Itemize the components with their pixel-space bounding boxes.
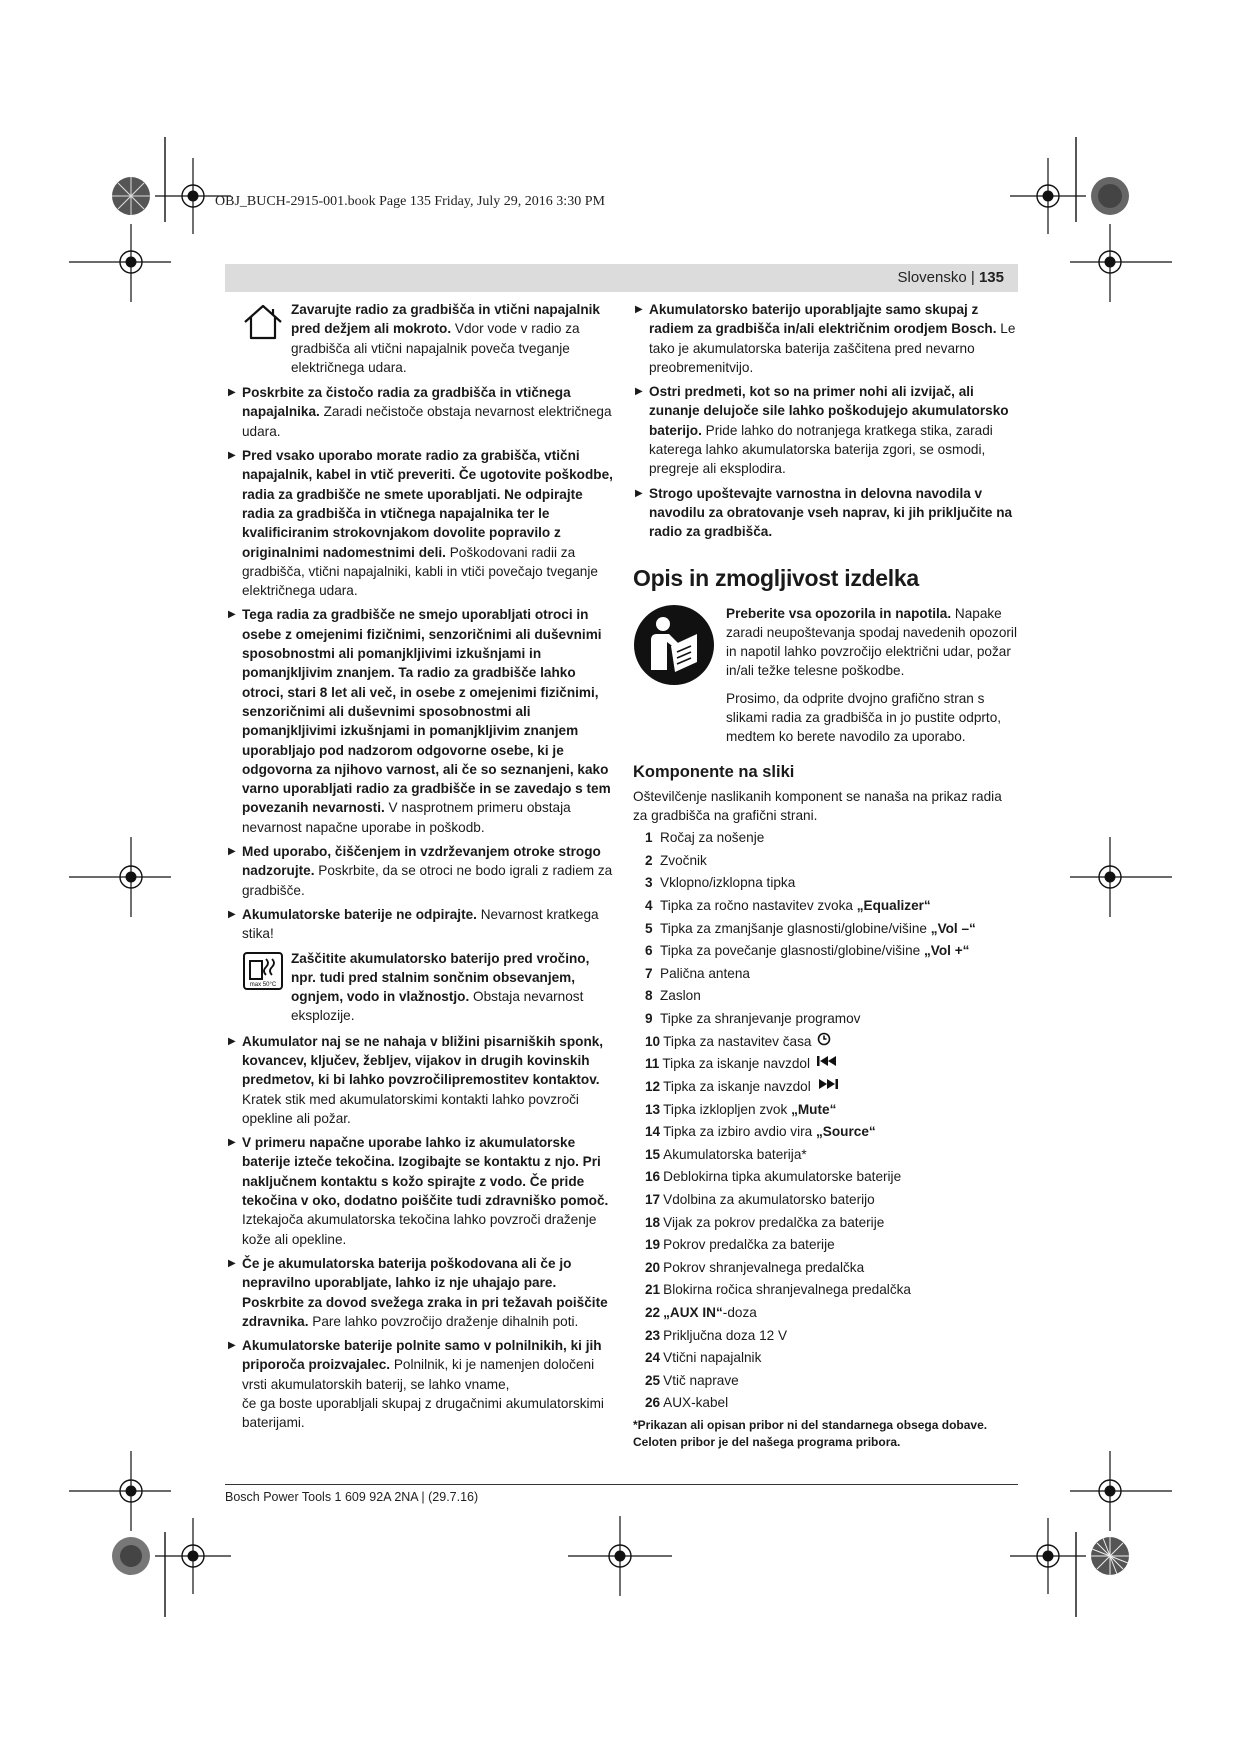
- component-number: 13: [645, 1101, 661, 1117]
- component-item: [645, 895, 1018, 918]
- component-label: Palična antena: [660, 965, 750, 981]
- component-label: Vtični napajalnik: [663, 1350, 762, 1366]
- component-label: Tipka za povečanje glasnosti/globine/višine: [660, 943, 924, 959]
- section-title: Opis in zmogljivost izdelka: [633, 564, 919, 591]
- page-footer: Bosch Power Tools 1 609 92A 2NA | (29.7.16): [225, 1490, 479, 1504]
- bullet-bold: Pred vsako uporabo morate radio za grabišča, vtični napajalnik, kabel in vtič preveriti. Če ugotovite poškodbe, radia za gradbišče ne smete uporabljati. Ne odpirajte radia za gradbišča in vtičnega napajalnika ter le kvalificiranim strokovnjakom dovolite popravilo z originalnimi nadomestnimi deli.: [242, 448, 613, 560]
- bullet-triangle-icon: ▶: [635, 386, 643, 398]
- heat-warning-bold: Zaščitite akumulatorsko baterijo pred vročino, npr. tudi pred stalnim sončnim obsevanjem, ognjem, vodo in vlažnostjo.: [291, 950, 590, 1005]
- house-warning-text: Vdor vode v radio za gradbišča ali vtični napajalnik poveča tveganje električnega udara.: [291, 321, 580, 375]
- safety-bullet: [228, 1133, 614, 1249]
- component-item: [645, 1392, 1018, 1415]
- bullet-bold: Akumulatorsko baterijo uporabljajte samo skupaj z radiem za gradbišča in/ali električnim orodjem Bosch.: [649, 302, 997, 337]
- component-item: [645, 1099, 1018, 1122]
- bullet-text: Polnilnik, ki je namenjen določeni vrsti akumulatorskih baterij, se lahko vname,: [242, 1357, 595, 1392]
- component-label: Pokrov shranjevalnega predalčka: [663, 1259, 865, 1275]
- safety-bullet: [228, 1254, 614, 1331]
- component-label-bold: „Mute“: [791, 1101, 837, 1117]
- component-item: [645, 1189, 1018, 1212]
- bullet-bold: Med uporabo, čiščenjem in vzdrževanjem otroke strogo nadzorujte.: [242, 844, 601, 879]
- registration-target: [1070, 1451, 1172, 1531]
- component-label: Tipka za izbiro avdio vira: [663, 1124, 816, 1140]
- bullet-text: Poškodovani radii za gradbišča, vtični napajalniki, kabli in vtiči povečajo tveganje električnega udara.: [242, 544, 598, 599]
- bullet-bold: V primeru napačne uporabe lahko iz akumulatorske baterije izteče tekočina. Izogibajte se kontaktu z njo. Pri naključnem kontaktu s kožo spirajte z vodo. Če pride tekočina v oko, dodatno poiščite tudi zdravniško pomoč.: [242, 1135, 609, 1209]
- read-warning-bold: Preberite vsa opozorila in napotila.: [726, 605, 952, 621]
- component-item: [645, 1144, 1018, 1167]
- component-number: 8: [645, 988, 653, 1004]
- safety-bullet: [228, 905, 614, 944]
- calibration-dial: [112, 177, 150, 215]
- component-label-bold: „Vol +“: [923, 943, 970, 959]
- component-label: Tipka za iskanje navzdol: [662, 1056, 810, 1072]
- component-number: 19: [645, 1237, 661, 1253]
- bullet-triangle-icon: ▶: [228, 1257, 236, 1269]
- bullet-triangle-icon: ▶: [635, 304, 643, 315]
- registration-target: [69, 837, 171, 917]
- bullet-bold: Tega radia za gradbišče ne smejo uporabljati otroci in osebe z omejenimi fizičnimi, senzoričnimi ali duševnimi sposobnostmi ali pomanjkljivimi izkušnjami in pomanjkljivim znanjem. Ta radio za gradbišče lahko otroci, stari 8 let ali več, in osebe z omejenimi fizičnimi, senzoričnimi ali duševnimi sposobnostmi ali pomanjkljivimi izkušnjami in pomanjkljivim znanjem uporabljajo pod nadzorom odgovorne osebe, ki je odgovorna za njihovo varnost, ali če so seznanjeni, kako varno uporabljati radio za gradbišče in se zavedajo s tem povezanih nevarnosti.: [242, 607, 611, 816]
- component-item: [645, 1302, 1018, 1325]
- component-number: 11: [645, 1056, 660, 1072]
- component-label: Deblokirna tipka akumulatorske baterije: [663, 1169, 902, 1185]
- calibration-dial: [1091, 1537, 1129, 1575]
- bullet-bold: Akumulatorske baterije polnite samo v polnilnikih, ki jih priporoča proizvajalec.: [242, 1338, 602, 1373]
- header-page-number: 135: [978, 269, 1004, 286]
- bullet-triangle-icon: ▶: [228, 1137, 236, 1149]
- component-label-bold: „Source“: [816, 1124, 876, 1140]
- component-number: 2: [645, 852, 653, 868]
- bullet-triangle-icon: ▶: [228, 609, 236, 621]
- bullet-triangle-icon: ▶: [635, 487, 643, 499]
- bullet-text: Pride lahko do notranjega kratkega stika, zaradi katerega lahko akumulatorska baterija zgori, se osmodi, pregreje ali eksplodira.: [649, 422, 993, 477]
- bullet-text: Zaradi nečistoče obstaja nevarnost električnega udara.: [242, 404, 612, 439]
- bullet-text: če ga boste uporabljali skupaj z drugačnimi akumulatorskimi baterijami.: [242, 1396, 604, 1431]
- bullet-text: Pare lahko povzročijo draženje dihalnih poti.: [308, 1313, 579, 1329]
- read-warning-text: Napake zaradi neupoštevanja spodaj navedenih opozoril in napotil lahko povzročijo električni udar, požar in/ali težke telesne poškodbe.: [726, 605, 1017, 679]
- registration-target: [1070, 224, 1172, 302]
- registration-target: [155, 1518, 231, 1594]
- safety-bullet: [228, 605, 614, 837]
- component-number: 18: [645, 1214, 661, 1230]
- skip-forward-icon: [817, 1076, 839, 1099]
- bullet-text: Le tako je akumulatorska baterija zaščitena pred nevarno preobremenitvijo.: [649, 321, 1016, 375]
- left-column: [228, 300, 614, 1438]
- component-item: [645, 850, 1018, 873]
- registration-target: [1010, 1518, 1086, 1594]
- file-header: OBJ_BUCH-2915-001.book Page 135 Friday, July 29, 2016 3:30 PM: [215, 194, 605, 209]
- component-label: Vdolbina za akumulatorsko baterijo: [663, 1192, 875, 1208]
- component-label: Tipke za shranjevanje programov: [660, 1010, 861, 1026]
- component-item: [645, 1031, 1018, 1054]
- component-number: 5: [645, 920, 653, 936]
- component-item: [645, 1212, 1018, 1235]
- component-item: [645, 1279, 1018, 1302]
- skip-back-icon: [816, 1053, 838, 1076]
- component-item: [645, 1121, 1018, 1144]
- safety-bullet: [228, 446, 614, 600]
- battery-heat-icon: [242, 951, 284, 991]
- read-note: Prosimo, da odprite dvojno grafično stran s slikami radia za gradbišča in jo pustite odprto, medtem ko berete navodilo za uporabo.: [726, 690, 1002, 745]
- bullet-bold: Če je akumulatorska baterija poškodovana ali če jo nepravilno uporabljate, lahko iz nje uhajajo pare. Poskrbite za dovod svežega zraka in pri težavah poiščite zdravnika.: [242, 1255, 608, 1329]
- component-number: 16: [645, 1169, 661, 1185]
- safety-bullet: [228, 1336, 614, 1432]
- component-number: 12: [645, 1078, 661, 1094]
- safety-bullet: [635, 300, 1018, 377]
- heat-warning-block: [242, 949, 614, 1026]
- page-header-bar: [225, 264, 1018, 292]
- component-item: [645, 1257, 1018, 1280]
- component-item: [645, 963, 1018, 986]
- component-label-bold: „AUX IN“: [663, 1305, 723, 1321]
- bullet-triangle-icon: ▶: [228, 908, 236, 920]
- bullet-text: Iztekajoča akumulatorska tekočina lahko povzroči draženje kože ali opekline.: [242, 1212, 597, 1247]
- bullet-bold: Akumulatorske baterije ne odpirajte.: [242, 906, 477, 922]
- bullet-text: Nevarnost kratkega stika!: [242, 906, 599, 942]
- component-label: Akumulatorska baterija*: [663, 1146, 807, 1162]
- component-number: 9: [645, 1010, 653, 1026]
- component-label: Tipka za iskanje navzdol: [663, 1078, 811, 1094]
- bullet-text: V nasprotnem primeru obstaja nevarnost napačne uporabe in poškodb.: [242, 800, 571, 835]
- heat-icon-label: max 50°C: [249, 981, 277, 988]
- bullet-triangle-icon: ▶: [228, 1035, 236, 1047]
- footnote: *Prikazan ali opisan pribor ni del standarnega obsega dobave. Celoten pribor je del našega programa pribora.: [633, 1418, 988, 1449]
- safety-bullet: [228, 842, 614, 900]
- calibration-dial: [112, 1537, 150, 1575]
- house-icon: [242, 302, 284, 342]
- component-label: Tipka za zmanjšanje glasnosti/globine/višine: [660, 920, 931, 936]
- component-number: 1: [645, 830, 653, 846]
- component-label: Blokirna ročica shranjevalnega predalčka: [663, 1282, 911, 1298]
- footer-divider: [225, 1484, 1018, 1485]
- registration-target: [568, 1516, 672, 1596]
- bullet-triangle-icon: ▶: [228, 846, 236, 858]
- house-warning-bold: Zavarujte radio za gradbišča in vtični napajalnik pred dežjem ali mokroto.: [291, 302, 600, 337]
- component-item: [645, 872, 1018, 895]
- component-number: 7: [645, 965, 653, 981]
- component-item: [645, 1053, 1018, 1076]
- component-item: [645, 1008, 1018, 1031]
- component-item: [645, 1076, 1018, 1099]
- page-header: [898, 269, 1005, 286]
- component-label: Vklopno/izklopna tipka: [660, 875, 796, 891]
- header-language: Slovensko: [897, 269, 967, 286]
- components-list: [645, 827, 1018, 1415]
- component-item: [645, 827, 1018, 850]
- bullet-text: Poskrbite, da se otroci ne bodo igrali z radiem za gradbišče.: [242, 863, 613, 898]
- component-number: 23: [645, 1327, 661, 1343]
- safety-bullet: [228, 383, 614, 441]
- component-item: [645, 1166, 1018, 1189]
- bullet-bold: Ostri predmeti, kot so na primer nohi ali izvijač, ali zunanje delujoče sile lahko poškodujejo akumulatorsko baterijo.: [649, 384, 1009, 438]
- component-item: [645, 940, 1018, 963]
- component-label: -doza: [722, 1305, 757, 1321]
- component-number: 17: [645, 1192, 661, 1208]
- component-label: Tipka za ročno nastavitev zvoka: [660, 898, 857, 914]
- component-number: 26: [645, 1395, 661, 1411]
- component-item: [645, 985, 1018, 1008]
- component-number: 14: [645, 1124, 661, 1140]
- component-label: Ročaj za nošenje: [660, 830, 765, 846]
- components-title: Komponente na sliki: [633, 762, 795, 781]
- calibration-dial: [1091, 177, 1129, 215]
- safety-bullet: [228, 1032, 614, 1128]
- component-number: 6: [645, 943, 653, 959]
- component-number: 3: [645, 875, 653, 891]
- clock-icon: [817, 1031, 831, 1054]
- components-intro: Oštevilčenje naslikanih komponent se nanaša na prikaz radia za gradbišča na grafični strani.: [633, 788, 1002, 823]
- component-label: Tipka izklopljen zvok: [663, 1101, 792, 1117]
- bullet-triangle-icon: ▶: [228, 450, 236, 462]
- component-label: Pokrov predalčka za baterije: [663, 1237, 835, 1253]
- bullet-bold: Akumulator naj se ne nahaja v bližini pisarniških sponk, kovancev, ključev, žebljev, vijakov in drugih kovinskih predmetov, ki bi lahko povzročilipremostitev kontaktov.: [242, 1033, 604, 1088]
- component-label: Vijak za pokrov predalčka za baterije: [663, 1214, 885, 1230]
- bullet-triangle-icon: ▶: [228, 387, 236, 399]
- bullet-bold: Poskrbite za čistočo radia za gradbišča in vtičnega napajalnika.: [242, 385, 571, 420]
- component-label: AUX-kabel: [663, 1395, 729, 1411]
- registration-target: [69, 1451, 171, 1531]
- component-number: 22: [645, 1305, 661, 1321]
- component-label-bold: „Equalizer“: [856, 898, 931, 914]
- bullet-bold: Strogo upoštevajte varnostna in delovna navodila v navodilu za obratovanje vseh naprav, ki jih priključite na radio za gradbišča.: [649, 485, 1013, 540]
- heat-warning-text: Obstaja nevarnost eksplozije.: [291, 989, 584, 1024]
- safety-bullet: [635, 484, 1018, 542]
- component-label: Priključna doza 12 V: [663, 1327, 788, 1343]
- header-separator: |: [970, 269, 975, 286]
- right-column: [633, 300, 1018, 1451]
- read-manual-icon: [633, 604, 715, 686]
- component-number: 20: [645, 1259, 661, 1275]
- component-number: 15: [645, 1146, 661, 1162]
- component-item: [645, 1234, 1018, 1257]
- registration-target: [1010, 158, 1086, 234]
- registration-target: [1070, 837, 1172, 917]
- bullet-triangle-icon: ▶: [228, 1340, 236, 1352]
- component-label: Vtič naprave: [663, 1372, 739, 1388]
- component-number: 4: [645, 898, 653, 914]
- component-item: [645, 1325, 1018, 1348]
- component-number: 21: [645, 1282, 661, 1298]
- safety-bullet: [635, 382, 1018, 478]
- component-item: [645, 1347, 1018, 1370]
- component-number: 25: [645, 1372, 661, 1388]
- component-item: [645, 1370, 1018, 1393]
- component-label: Zvočnik: [660, 852, 707, 868]
- component-label: Zaslon: [660, 988, 701, 1004]
- component-label: Tipka za nastavitev časa: [663, 1033, 812, 1049]
- registration-target: [69, 224, 171, 302]
- component-item: [645, 918, 1018, 941]
- read-manual-block: [633, 604, 1018, 747]
- bullet-text: Kratek stik med akumulatorskimi kontakti lahko povzroči opekline ali požar.: [242, 1091, 579, 1126]
- component-number: 24: [645, 1350, 661, 1366]
- component-number: 10: [645, 1033, 661, 1049]
- component-label-bold: „Vol –“: [930, 920, 976, 936]
- house-warning-block: [242, 300, 614, 377]
